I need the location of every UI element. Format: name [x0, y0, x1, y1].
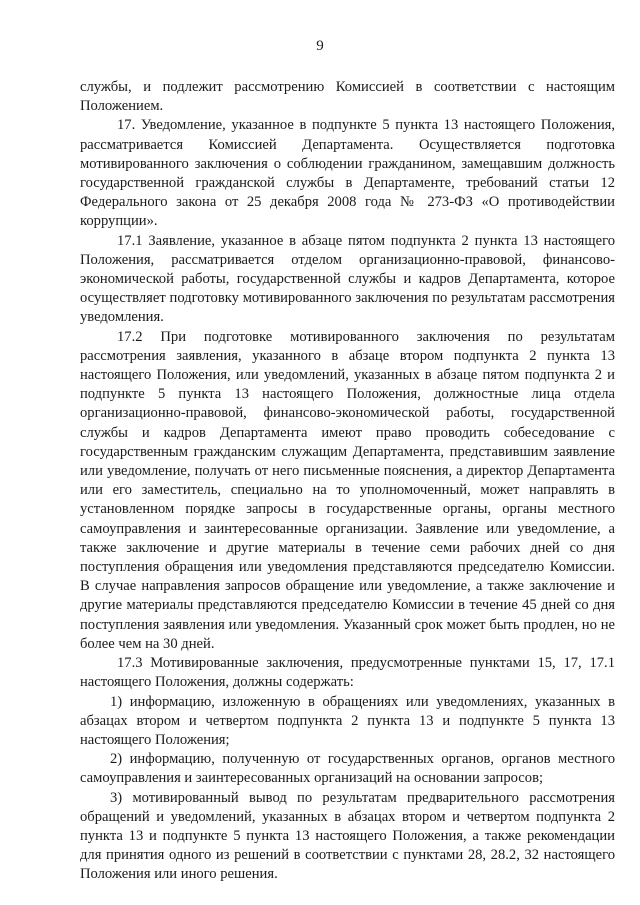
document-body [80, 78, 615, 885]
paragraph-17: 17. Уведомление, указанное в подпункте 5 пункта 13 настоящего Положения, рассматривается Комиссией Департамента. Осуществляется подготовка мотивированного заключения о соблюдении гражданином, замещавшим должность государственной гражданской службы в Департаменте, требований статьи 12 Федерального закона от 25 декабря 2008 года № 273-ФЗ «О противодействии коррупции». [80, 117, 615, 230]
paragraph-17-2: 17.2 При подготовке мотивированного заключения по результатам рассмотрения заявления, указанного в абзаце втором подпункта 2 пункта 13 настоящего Положения, или уведомлений, указанных в абзаце пятом подпункта 2 и подпункте 5 пункта 13 настоящего Положения, должностные лица отдела организационно-правовой, финансово-экономической работы, государственной службы и кадров Департамента имеют право проводить собеседование с государственным гражданским служащим Департамента, представившим заявление или уведомление, получать от него письменные пояснения, а директор Департамента или его заместитель, специально на то уполномоченный, может направлять в установленном порядке запросы в государственные органы, органы местного самоуправления и заинтересованные организации. Заявление или уведомление, а также заключение и другие материалы в течение семи рабочих дней со дня поступления обращения или уведомления представляются председателю Комиссии. В случае направления запросов обращение или уведомление, а также заключение и другие материалы представляются председателю Комиссии в течение 45 дней со дня поступления заявления или уведомления. Указанный срок может быть продлен, но не более чем на 30 дней. [80, 328, 615, 652]
page-number: 9 [316, 38, 324, 54]
paragraph-17-3: 17.3 Мотивированные заключения, предусмотренные пунктами 15, 17, 17.1 настоящего Положения, должны содержать: [80, 655, 615, 691]
list-item-1: 1) информацию, изложенную в обращениях или уведомлениях, указанных в абзацах втором и четвертом подпункта 2 пункта 13 и подпункте 5 пункта 13 настоящего Положения; [80, 693, 615, 748]
list-item-2: 2) информацию, полученную от государственных органов, органов местного самоуправления и заинтересованных организаций на основании запросов; [80, 751, 615, 787]
paragraph-continuation: службы, и подлежит рассмотрению Комиссией в соответствии с настоящим Положением. [80, 79, 615, 115]
list-item-3: 3) мотивированный вывод по результатам предварительного рассмотрения обращений и уведомлений, указанных в абзацах втором и четвертом подпункта 2 пункта 13 и подпункте 5 пункта 13 настоящего Положения, а также рекомендации для принятия одного из решений в соответствии с пунктами 28, 28.2, 32 настоящего Положения или иного решения. [80, 789, 615, 883]
paragraph-17-1: 17.1 Заявление, указанное в абзаце пятом подпункта 2 пункта 13 настоящего Положения, рассматривается отделом организационно-правовой, финансово-экономической работы, государственной службы и кадров Департамента, которое осуществляет подготовку мотивированного заключения по результатам рассмотрения уведомления. [80, 232, 615, 326]
